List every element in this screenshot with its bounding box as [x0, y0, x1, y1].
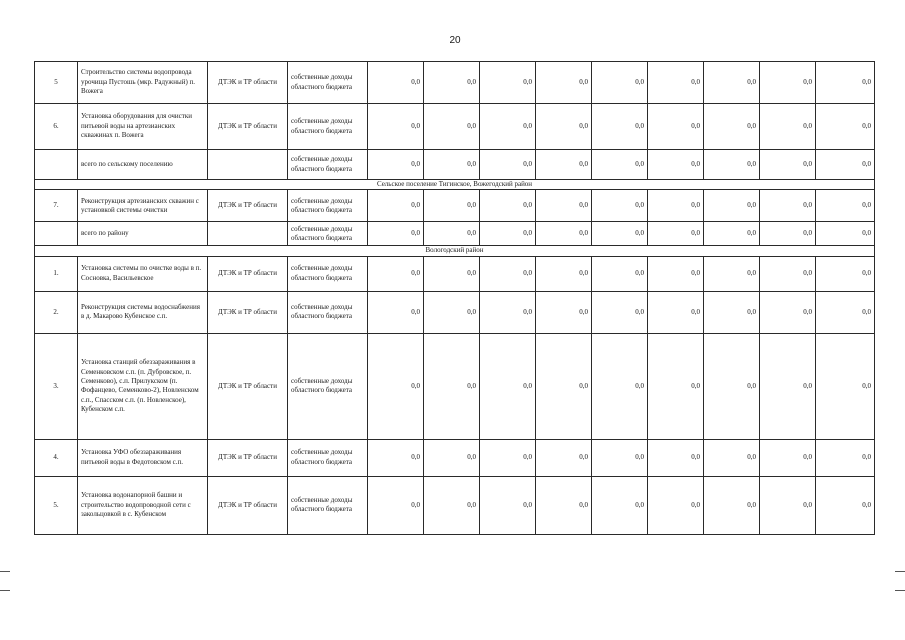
table-row	[35, 190, 875, 222]
table-row	[35, 256, 875, 291]
funding-source: собственные доходы областного бюджета	[288, 190, 368, 222]
executor: ДТЭК и ТР области	[208, 256, 288, 291]
executor	[208, 222, 288, 246]
value-cell: 0,0	[592, 291, 648, 333]
value-cell: 0,0	[480, 222, 536, 246]
value-cell: 0,0	[368, 62, 424, 104]
value-cell: 0,0	[704, 190, 760, 222]
value-cell: 0,0	[648, 256, 704, 291]
margin-tick-left-1	[0, 571, 10, 572]
value-cell: 0,0	[480, 104, 536, 150]
row-number: 7.	[35, 190, 78, 222]
value-cell: 0,0	[480, 62, 536, 104]
value-cell: 0,0	[368, 476, 424, 534]
row-number: 3.	[35, 333, 78, 439]
executor: ДТЭК и ТР области	[208, 104, 288, 150]
value-cell: 0,0	[648, 150, 704, 180]
value-cell: 0,0	[704, 62, 760, 104]
page-number: 20	[449, 35, 461, 46]
value-cell: 0,0	[704, 222, 760, 246]
funding-source: собственные доходы областного бюджета	[288, 476, 368, 534]
value-cell: 0,0	[760, 256, 816, 291]
value-cell: 0,0	[760, 62, 816, 104]
value-cell: 0,0	[368, 190, 424, 222]
measure-name: всего по сельскому поселению	[78, 150, 208, 180]
value-cell: 0,0	[592, 104, 648, 150]
value-cell: 0,0	[480, 150, 536, 180]
margin-tick-right-2	[895, 590, 905, 591]
measure-name: Реконструкция системы водоснабжения в д. Макарово Кубенское с.п.	[78, 291, 208, 333]
value-cell: 0,0	[480, 333, 536, 439]
section-header-row	[35, 246, 875, 256]
value-cell: 0,0	[368, 439, 424, 476]
value-cell: 0,0	[368, 150, 424, 180]
value-cell: 0,0	[536, 291, 592, 333]
value-cell: 0,0	[368, 333, 424, 439]
executor: ДТЭК и ТР области	[208, 190, 288, 222]
row-number: 6.	[35, 104, 78, 150]
value-cell: 0,0	[536, 439, 592, 476]
funding-source: собственные доходы областного бюджета	[288, 256, 368, 291]
row-number	[35, 222, 78, 246]
value-cell: 0,0	[424, 190, 480, 222]
value-cell: 0,0	[648, 190, 704, 222]
funding-source: собственные доходы областного бюджета	[288, 222, 368, 246]
value-cell: 0,0	[704, 291, 760, 333]
value-cell: 0,0	[480, 291, 536, 333]
table-row	[35, 476, 875, 534]
total-row	[35, 222, 875, 246]
measure-name: Установка УФО обеззараживания питьевой воды в Федотовском с.п.	[78, 439, 208, 476]
value-cell: 0,0	[592, 439, 648, 476]
funding-source: собственные доходы областного бюджета	[288, 150, 368, 180]
value-cell: 0,0	[816, 62, 875, 104]
measure-name: Реконструкция артезианских скважин с установкой системы очистки	[78, 190, 208, 222]
value-cell: 0,0	[704, 476, 760, 534]
value-cell: 0,0	[704, 439, 760, 476]
value-cell: 0,0	[816, 333, 875, 439]
value-cell: 0,0	[760, 222, 816, 246]
table-row	[35, 291, 875, 333]
executor	[208, 150, 288, 180]
value-cell: 0,0	[704, 104, 760, 150]
total-row	[35, 150, 875, 180]
margin-tick-right-1	[895, 571, 905, 572]
funding-source: собственные доходы областного бюджета	[288, 62, 368, 104]
value-cell: 0,0	[760, 291, 816, 333]
executor: ДТЭК и ТР области	[208, 476, 288, 534]
value-cell: 0,0	[760, 150, 816, 180]
measure-name: Установка водонапорной башни и строительство водопроводной сети с закольцовкой в с. Кубенском	[78, 476, 208, 534]
section-header-row	[35, 180, 875, 190]
value-cell: 0,0	[816, 222, 875, 246]
value-cell: 0,0	[816, 190, 875, 222]
executor: ДТЭК и ТР области	[208, 291, 288, 333]
table-row	[35, 439, 875, 476]
value-cell: 0,0	[648, 222, 704, 246]
value-cell: 0,0	[648, 439, 704, 476]
table-row	[35, 62, 875, 104]
value-cell: 0,0	[424, 439, 480, 476]
value-cell: 0,0	[424, 62, 480, 104]
measure-name: Строительство системы водопровода урочища Пустошь (мкр. Радужный) п. Вожега	[78, 62, 208, 104]
value-cell: 0,0	[816, 256, 875, 291]
value-cell: 0,0	[760, 439, 816, 476]
value-cell: 0,0	[704, 256, 760, 291]
funding-source: собственные доходы областного бюджета	[288, 333, 368, 439]
row-number	[35, 150, 78, 180]
value-cell: 0,0	[480, 476, 536, 534]
value-cell: 0,0	[760, 333, 816, 439]
value-cell: 0,0	[648, 333, 704, 439]
value-cell: 0,0	[760, 476, 816, 534]
executor: ДТЭК и ТР области	[208, 333, 288, 439]
value-cell: 0,0	[424, 291, 480, 333]
row-number: 5.	[35, 476, 78, 534]
section-title: Сельское поселение Тигинское, Вожегодский район	[35, 180, 875, 190]
value-cell: 0,0	[648, 104, 704, 150]
value-cell: 0,0	[368, 222, 424, 246]
table-row	[35, 333, 875, 439]
value-cell: 0,0	[424, 150, 480, 180]
funding-source: собственные доходы областного бюджета	[288, 439, 368, 476]
value-cell: 0,0	[424, 222, 480, 246]
funding-source: собственные доходы областного бюджета	[288, 291, 368, 333]
section-title: Вологодский район	[35, 246, 875, 256]
value-cell: 0,0	[536, 104, 592, 150]
value-cell: 0,0	[816, 439, 875, 476]
value-cell: 0,0	[760, 104, 816, 150]
value-cell: 0,0	[592, 190, 648, 222]
value-cell: 0,0	[424, 256, 480, 291]
value-cell: 0,0	[480, 190, 536, 222]
value-cell: 0,0	[536, 190, 592, 222]
funding-source: собственные доходы областного бюджета	[288, 104, 368, 150]
value-cell: 0,0	[704, 333, 760, 439]
value-cell: 0,0	[816, 104, 875, 150]
value-cell: 0,0	[536, 476, 592, 534]
value-cell: 0,0	[368, 256, 424, 291]
row-number: 5	[35, 62, 78, 104]
value-cell: 0,0	[424, 476, 480, 534]
value-cell: 0,0	[592, 62, 648, 104]
value-cell: 0,0	[536, 62, 592, 104]
value-cell: 0,0	[648, 62, 704, 104]
table-row	[35, 104, 875, 150]
measure-name: Установка оборудования для очистки питьевой воды на артезианских скважинах п. Вожега	[78, 104, 208, 150]
value-cell: 0,0	[816, 476, 875, 534]
margin-tick-left-2	[0, 590, 10, 591]
value-cell: 0,0	[536, 150, 592, 180]
value-cell: 0,0	[424, 104, 480, 150]
value-cell: 0,0	[536, 256, 592, 291]
value-cell: 0,0	[536, 222, 592, 246]
value-cell: 0,0	[480, 256, 536, 291]
row-number: 1.	[35, 256, 78, 291]
value-cell: 0,0	[592, 222, 648, 246]
row-number: 4.	[35, 439, 78, 476]
value-cell: 0,0	[816, 150, 875, 180]
value-cell: 0,0	[592, 476, 648, 534]
value-cell: 0,0	[648, 476, 704, 534]
value-cell: 0,0	[368, 291, 424, 333]
value-cell: 0,0	[424, 333, 480, 439]
row-number: 2.	[35, 291, 78, 333]
value-cell: 0,0	[592, 256, 648, 291]
value-cell: 0,0	[368, 104, 424, 150]
executor: ДТЭК и ТР области	[208, 439, 288, 476]
budget-table	[34, 61, 875, 535]
measure-name: Установка системы по очистке воды в п. Сосновка, Васильевское	[78, 256, 208, 291]
value-cell: 0,0	[592, 333, 648, 439]
measure-name: Установка станций обеззараживания в Семенковском с.п. (п. Дубровское, п. Семенково), с.п. Прилукском (п. Фофанцево, Семенково-2), Новленском с.п., Спасском с.п. (п. Новленское), Кубенском с.п.	[78, 333, 208, 439]
value-cell: 0,0	[480, 439, 536, 476]
value-cell: 0,0	[816, 291, 875, 333]
value-cell: 0,0	[760, 190, 816, 222]
value-cell: 0,0	[704, 150, 760, 180]
value-cell: 0,0	[592, 150, 648, 180]
value-cell: 0,0	[648, 291, 704, 333]
measure-name: всего по району	[78, 222, 208, 246]
table-body	[35, 62, 875, 535]
value-cell: 0,0	[536, 333, 592, 439]
executor: ДТЭК и ТР области	[208, 62, 288, 104]
